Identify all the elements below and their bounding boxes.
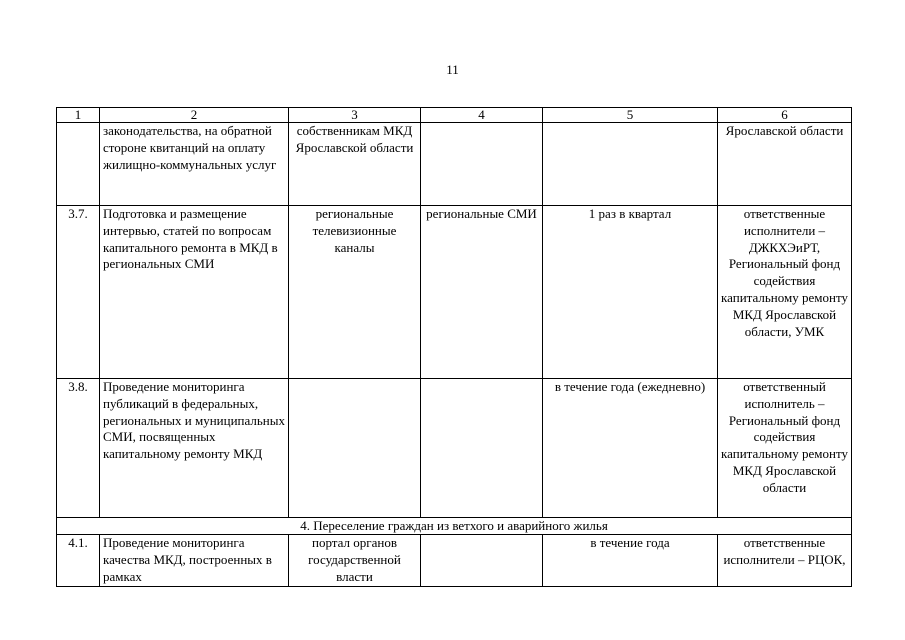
table-header-row	[57, 108, 852, 123]
column-header: 3	[289, 108, 421, 123]
column-header: 4	[421, 108, 543, 123]
column-header: 1	[57, 108, 100, 123]
row-number: 4.1.	[57, 535, 100, 587]
column-header: 6	[718, 108, 852, 123]
section-row	[57, 518, 852, 535]
column-header: 5	[543, 108, 718, 123]
measure-cell: Подготовка и размещение интервью, статей по вопросам капитального ремонта в МКД в региональных СМИ	[100, 206, 289, 379]
column-header: 2	[100, 108, 289, 123]
period-cell: в течение года	[543, 535, 718, 587]
executor-cell: ответственные исполнители – ДЖКХЭиРТ, Региональный фонд содействия капитальному ремонту МКД Ярославской области, УМК	[718, 206, 852, 379]
media-cell	[421, 535, 543, 587]
executor-cell: Ярославской области	[718, 123, 852, 206]
measure-cell: Проведение мониторинга качества МКД, построенных в рамках	[100, 535, 289, 587]
channel-cell	[289, 379, 421, 518]
measure-cell: законодательства, на обратной стороне квитанций на оплату жилищно-коммунальных услуг	[100, 123, 289, 206]
table-row	[57, 123, 852, 206]
measure-cell: Проведение мониторинга публикаций в федеральных, региональных и муниципальных СМИ, посвященных капитальному ремонту МКД	[100, 379, 289, 518]
media-cell	[421, 379, 543, 518]
executor-cell: ответственные исполнители – РЦОК,	[718, 535, 852, 587]
page-number: 11	[446, 62, 459, 77]
plan-table	[56, 107, 852, 587]
period-cell	[543, 123, 718, 206]
row-number: 3.8.	[57, 379, 100, 518]
channel-cell: портал органов государственной власти	[289, 535, 421, 587]
row-number	[57, 123, 100, 206]
channel-cell: собственникам МКД Ярославской области	[289, 123, 421, 206]
media-cell: региональные СМИ	[421, 206, 543, 379]
section-title: 4. Переселение граждан из ветхого и аварийного жилья	[57, 518, 852, 535]
table-row	[57, 535, 852, 587]
period-cell: в течение года (ежедневно)	[543, 379, 718, 518]
executor-cell: ответственный исполнитель – Региональный фонд содействия капитальному ремонту МКД Ярославской области	[718, 379, 852, 518]
table-row	[57, 379, 852, 518]
media-cell	[421, 123, 543, 206]
channel-cell: региональные телевизионные каналы	[289, 206, 421, 379]
row-number: 3.7.	[57, 206, 100, 379]
period-cell: 1 раз в квартал	[543, 206, 718, 379]
table-row	[57, 206, 852, 379]
